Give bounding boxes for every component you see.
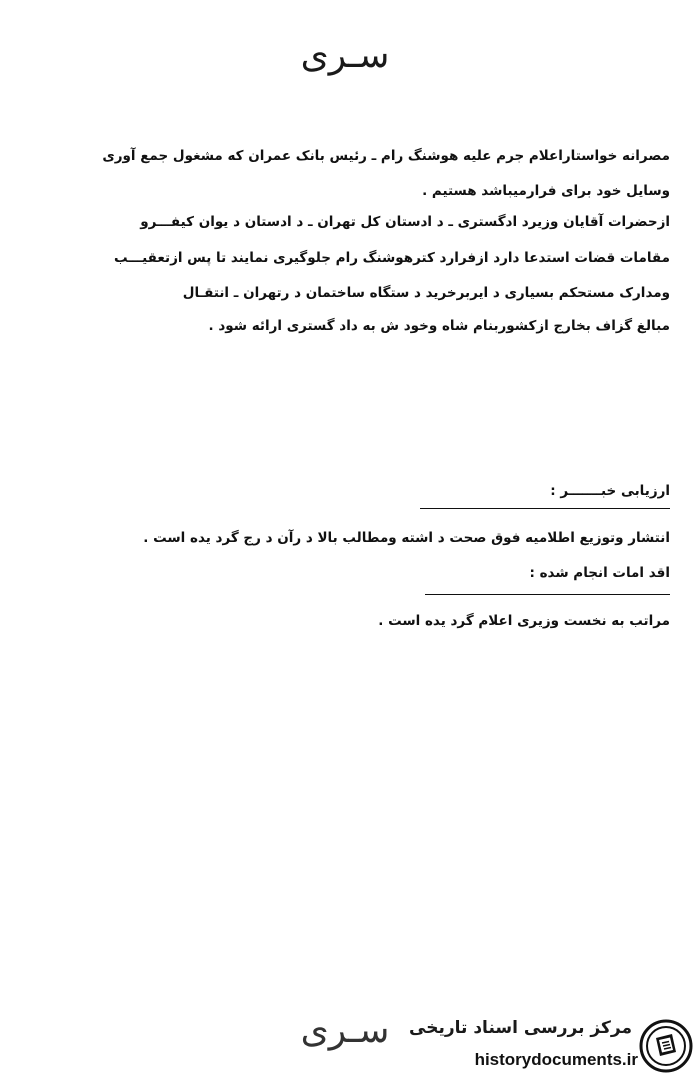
actions-text: مراتب به نخست وزیری اعلام گرد یده است .	[378, 613, 670, 629]
document-archive-icon	[638, 1018, 694, 1074]
evaluation-heading: ارزیابی خبـــــــر :	[550, 483, 670, 499]
actions-heading-underline	[425, 594, 670, 595]
body-line: ازحضرات آقایان وزیرد ادگستری ـ د ادستان کل تهران ـ د ادستان د یوان کیفـــرو	[140, 214, 670, 230]
watermark-title: مرکز بررسی اسناد تاریخی	[409, 1018, 632, 1038]
body-line: مبالغ گزاف بخارج ازکشوربنام شاه وخود ش به داد گستری ارائه شود .	[208, 318, 670, 334]
actions-heading: اقد امات انجام شده :	[529, 565, 670, 581]
evaluation-text: انتشار وتوزیع اطلامیه فوق صحت د اشته ومطالب بالا د رآن د رج گرد یده است .	[143, 530, 670, 546]
body-line: مقامات قضات استدعا دارد ازفرارد کترهوشنگ رام جلوگیری نمایند تا پس ازتعقیـــب	[114, 250, 670, 266]
classification-mark-bottom: سـری	[300, 1010, 390, 1051]
evaluation-heading-underline	[420, 508, 670, 509]
watermark-url: historydocuments.ir	[474, 1050, 638, 1069]
classification-mark-top: سـری	[300, 35, 390, 76]
body-line: وسایل خود برای فرارمیباشد هستیم .	[422, 183, 670, 199]
body-line: ومدارک مستحکم بسیاری د ایربرخرید د ستگاه ساختمان د رتهران ـ انتقـال	[182, 285, 670, 301]
archive-watermark	[409, 1012, 698, 1082]
body-line: مصرانه خواستاراعلام جرم علیه هوشنگ رام ـ رئیس بانک عمران که مشغول جمع آوری	[102, 148, 670, 164]
